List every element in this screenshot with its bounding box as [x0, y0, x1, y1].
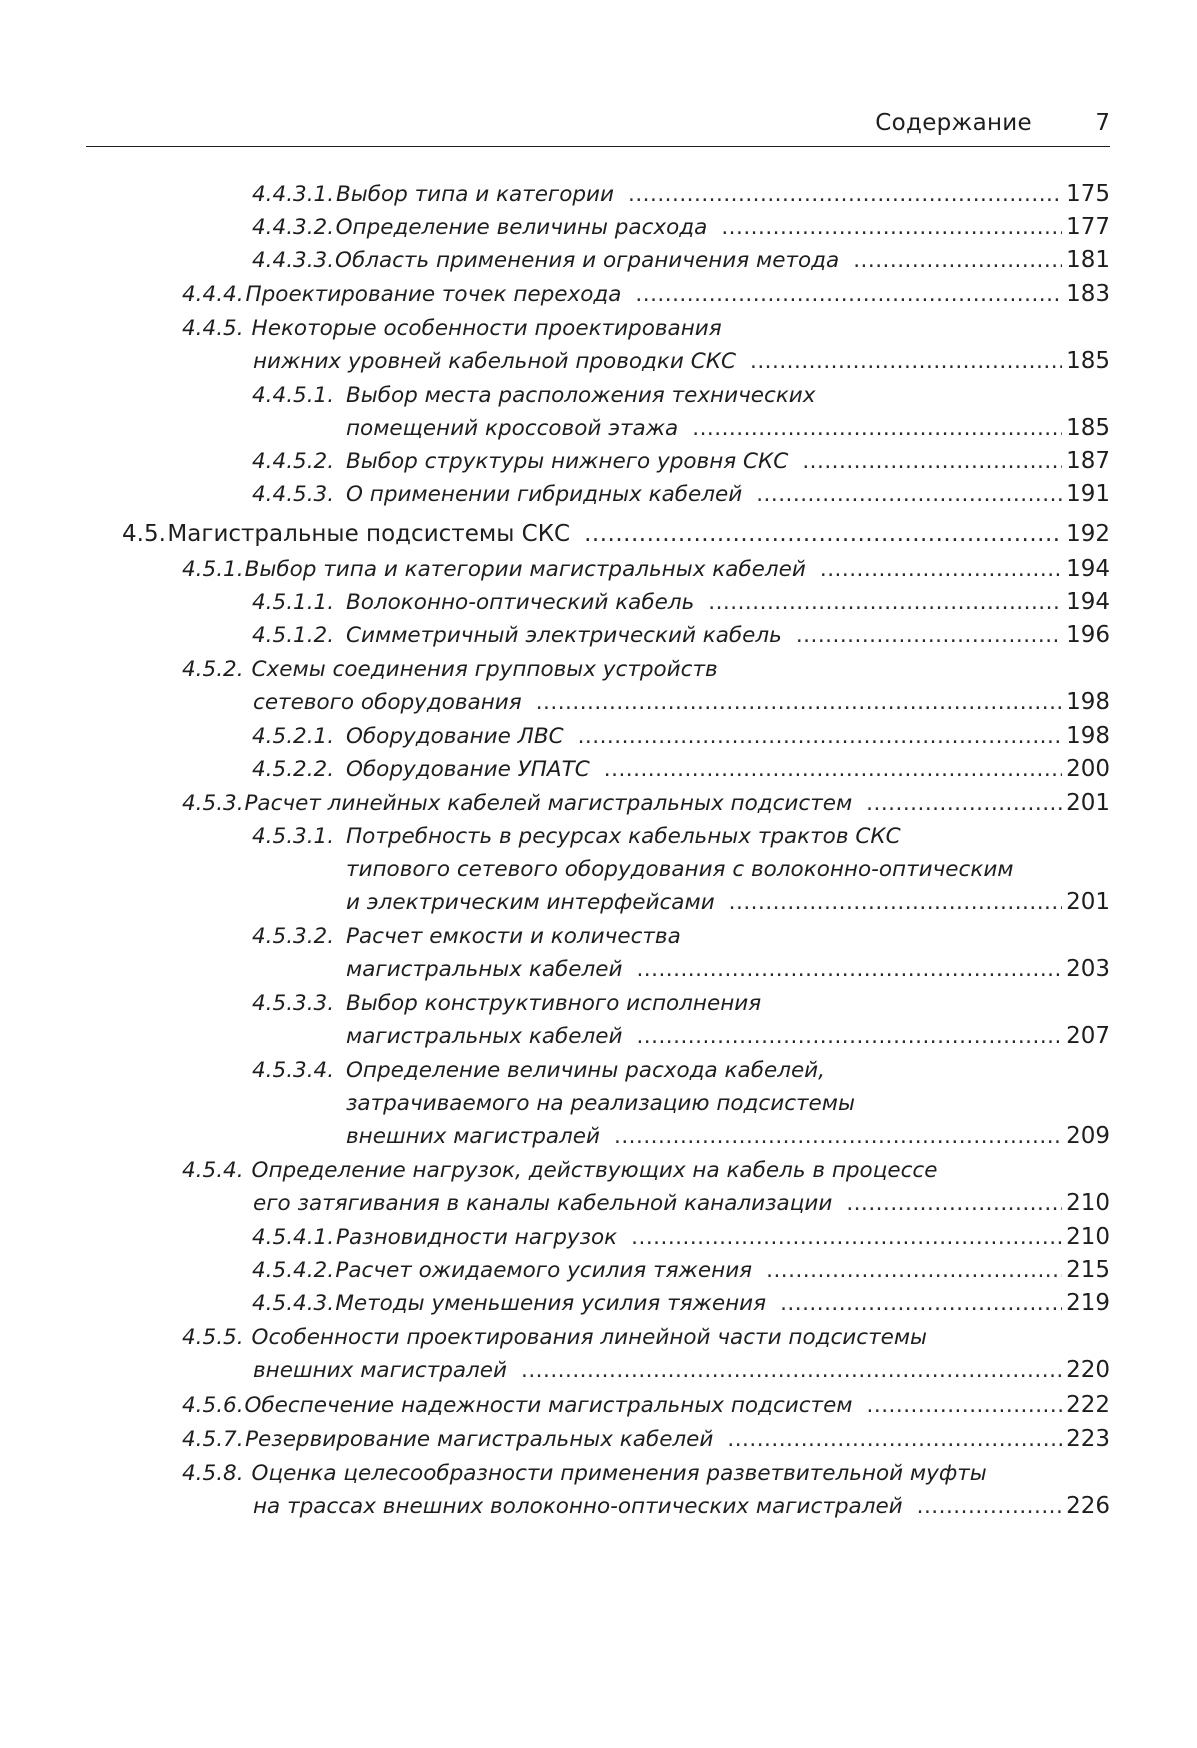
toc-entry[interactable]	[252, 211, 1110, 244]
toc-entry-page: 185	[1066, 415, 1110, 441]
dot-leader	[636, 1020, 1062, 1053]
toc-entry-page: 210	[1066, 1190, 1110, 1216]
toc-entry-page: 185	[1066, 348, 1110, 374]
dot-leader	[750, 345, 1062, 378]
toc-entry[interactable]	[252, 244, 1110, 277]
page-number: 7	[1095, 110, 1110, 136]
toc-entry-page: 196	[1066, 622, 1110, 648]
toc-entry-title: Схемы соединения групповых устройств	[251, 657, 718, 682]
toc-entry[interactable]	[252, 720, 1110, 753]
toc-entry-number: 4.5.5.	[182, 1325, 244, 1350]
dot-leader	[802, 445, 1062, 478]
toc-entry[interactable]	[182, 1321, 1110, 1387]
toc-entry[interactable]	[252, 920, 1110, 986]
toc-entry-number: 4.5.2.2.	[252, 757, 335, 782]
dot-leader	[584, 518, 1062, 551]
toc-entry[interactable]	[122, 518, 1110, 551]
toc-entry-title-continued: сетевого оборудования	[253, 690, 522, 715]
toc-entry-title-continued: магистральных кабелей	[346, 1024, 623, 1049]
toc-entry[interactable]	[252, 445, 1110, 478]
toc-entry[interactable]	[252, 586, 1110, 619]
dot-leader	[846, 1187, 1062, 1220]
toc-entry-number: 4.5.3.3.	[252, 991, 335, 1016]
toc-entry-number: 4.5.2.	[182, 657, 244, 682]
toc-entry-title: Определение нагрузок, действующих на кабель в процессе	[251, 1158, 938, 1183]
dot-leader	[820, 553, 1062, 586]
toc-entry-title: Оценка целесообразности применения разветвительной муфты	[251, 1461, 987, 1486]
toc-entry-page: 201	[1066, 790, 1110, 816]
toc-entry-title: Оборудование УПАТС	[346, 757, 590, 782]
toc-entry[interactable]	[252, 178, 1110, 211]
toc-entry-page: 187	[1066, 448, 1110, 474]
toc-entry-number: 4.4.4.	[182, 282, 244, 307]
toc-entry-page: 226	[1066, 1493, 1110, 1519]
toc-entry[interactable]	[182, 312, 1110, 378]
toc-entry-number: 4.5.8.	[182, 1461, 244, 1486]
toc-entry[interactable]	[252, 987, 1110, 1053]
toc-entry-number: 4.4.3.2.	[252, 215, 335, 240]
toc-entry-title: Магистральные подсистемы СКС	[167, 521, 571, 547]
toc-entry[interactable]	[182, 1389, 1110, 1422]
toc-entry-title: Расчет ожидаемого усилия тяжения	[335, 1258, 753, 1283]
toc-entry-title: Особенности проектирования линейной части подсистемы	[251, 1325, 928, 1350]
dot-leader	[604, 753, 1062, 786]
header-title: Содержание	[875, 110, 1032, 136]
toc-entry-page: 223	[1066, 1426, 1110, 1452]
toc-entry-title: Определение величины расхода кабелей,	[346, 1058, 825, 1083]
toc-entry-number: 4.4.5.	[182, 316, 244, 341]
toc-entry-title: Симметричный электрический кабель	[346, 623, 782, 648]
toc-entry-title: Проектирование точек перехода	[245, 282, 622, 307]
toc-entry[interactable]	[182, 278, 1110, 311]
dot-leader	[756, 478, 1062, 511]
dot-leader	[727, 1423, 1062, 1456]
toc-entry-page: 209	[1066, 1123, 1110, 1149]
dot-leader	[521, 1354, 1062, 1387]
dot-leader	[636, 953, 1062, 986]
toc-entry-page: 194	[1066, 589, 1110, 615]
toc-entry-title: Потребность в ресурсах кабельных трактов СКС	[346, 824, 901, 849]
toc-entry[interactable]	[252, 1287, 1110, 1320]
toc-entry[interactable]	[252, 1221, 1110, 1254]
toc-entry-page: 219	[1066, 1290, 1110, 1316]
toc-entry-number: 4.5.4.1.	[252, 1225, 335, 1250]
toc-entry-number: 4.4.5.3.	[252, 482, 335, 507]
toc-entry[interactable]	[252, 619, 1110, 652]
toc-entry-title-continued: его затягивания в каналы кабельной канализации	[253, 1191, 833, 1216]
toc-entry-number: 4.5.	[122, 521, 166, 547]
toc-entry[interactable]	[252, 1054, 1110, 1153]
toc-entry-number: 4.5.6.	[182, 1393, 244, 1418]
running-header	[86, 110, 1110, 147]
toc-entry-title: Волоконно-оптический кабель	[346, 590, 695, 615]
toc-entry-number: 4.5.1.	[182, 557, 244, 582]
dot-leader	[766, 1254, 1062, 1287]
dot-leader	[578, 720, 1062, 753]
toc-entry-page: 191	[1066, 481, 1110, 507]
toc-entry-title: Обеспечение надежности магистральных подсистем	[244, 1393, 853, 1418]
dot-leader	[614, 1120, 1062, 1153]
toc-entry-title: Разновидности нагрузок	[336, 1225, 618, 1250]
toc-entry[interactable]	[252, 820, 1110, 919]
dot-leader	[866, 787, 1062, 820]
toc-entry-page: 181	[1066, 247, 1110, 273]
dot-leader	[867, 1389, 1062, 1422]
toc-entry-title: Определение величины расхода	[335, 215, 708, 240]
toc-entry-title-continued: на трассах внешних волоконно-оптических магистралей	[253, 1494, 903, 1519]
toc-entry-page: 177	[1066, 214, 1110, 240]
toc-entry-title: Область применения и ограничения метода	[335, 248, 840, 273]
toc-entry[interactable]	[252, 478, 1110, 511]
toc-entry-number: 4.5.4.2.	[252, 1258, 335, 1283]
dot-leader	[780, 1287, 1062, 1320]
toc-entry-title: Выбор структуры нижнего уровня СКС	[346, 449, 789, 474]
toc-entry-number: 4.5.4.3.	[252, 1291, 335, 1316]
dot-leader	[917, 1490, 1062, 1523]
toc-entry-page: 175	[1066, 181, 1110, 207]
toc-entry-page: 194	[1066, 556, 1110, 582]
toc-entry[interactable]	[182, 1154, 1110, 1220]
dot-leader	[721, 211, 1062, 244]
toc-entry-title: Некоторые особенности проектирования	[251, 316, 722, 341]
toc-entry-title: Методы уменьшения усилия тяжения	[335, 1291, 767, 1316]
toc-entry[interactable]	[252, 1254, 1110, 1287]
toc-entry-number: 4.5.3.2.	[252, 924, 335, 949]
toc-entry-number: 4.5.1.2.	[252, 623, 335, 648]
dot-leader	[536, 686, 1062, 719]
toc-entry-number: 4.4.3.3.	[252, 248, 335, 273]
toc-entry[interactable]	[182, 1457, 1110, 1523]
toc-entry[interactable]	[252, 379, 1110, 445]
toc-entry-title: О применении гибридных кабелей	[346, 482, 743, 507]
toc-entry-page: 207	[1066, 1023, 1110, 1049]
toc-entry-title-continued: и электрическим интерфейсами	[346, 890, 715, 915]
toc-entry-title-continued: внешних магистралей	[346, 1124, 600, 1149]
toc-entry-page: 198	[1066, 689, 1110, 715]
toc-entry-page: 210	[1066, 1224, 1110, 1250]
toc-entry-title: Выбор типа и категории	[336, 182, 614, 207]
toc-entry-number: 4.5.3.1.	[252, 824, 335, 849]
toc-entry-number: 4.5.1.1.	[252, 590, 335, 615]
dot-leader	[631, 1221, 1062, 1254]
toc-entry-page: 215	[1066, 1257, 1110, 1283]
toc-entry-title: Выбор места расположения технических	[346, 383, 816, 408]
toc-entry[interactable]	[182, 1423, 1110, 1456]
toc-entry-title: Расчет емкости и количества	[346, 924, 681, 949]
toc-entry-number: 4.5.4.	[182, 1158, 244, 1183]
toc-entry-title: Оборудование ЛВС	[346, 724, 564, 749]
toc-entry-page: 198	[1066, 723, 1110, 749]
dot-leader	[708, 586, 1062, 619]
toc-entry-page: 220	[1066, 1357, 1110, 1383]
toc-entry[interactable]	[182, 553, 1110, 586]
dot-leader	[635, 278, 1062, 311]
toc-entry-page: 222	[1066, 1392, 1110, 1418]
toc-entry-page: 203	[1066, 956, 1110, 982]
toc-entry-number: 4.4.3.1.	[252, 182, 335, 207]
toc-entry-title: Выбор конструктивного исполнения	[346, 991, 762, 1016]
dot-leader	[729, 886, 1062, 919]
toc-entry-page: 200	[1066, 756, 1110, 782]
toc-entry-number: 4.4.5.2.	[252, 449, 335, 474]
dot-leader	[692, 412, 1062, 445]
toc-entry-title: Выбор типа и категории магистральных кабелей	[244, 557, 806, 582]
toc-entry[interactable]	[252, 753, 1110, 786]
toc-entry-number: 4.5.2.1.	[252, 724, 335, 749]
dot-leader	[628, 178, 1062, 211]
toc-entry-title-continued: внешних магистралей	[253, 1358, 507, 1383]
toc-entry-number: 4.5.7.	[182, 1427, 244, 1452]
dot-leader	[796, 619, 1062, 652]
toc-entry[interactable]	[182, 653, 1110, 719]
toc-entry-number: 4.5.3.	[182, 791, 244, 816]
toc-entry-title-continued: помещений кроссовой этажа	[346, 416, 679, 441]
toc-entry-title-continued: затрачиваемого на реализацию подсистемы	[346, 1091, 855, 1116]
dot-leader	[853, 244, 1062, 277]
toc-entry[interactable]	[182, 787, 1110, 820]
toc-entry-page: 183	[1066, 281, 1110, 307]
toc-entry-title: Расчет линейных кабелей магистральных подсистем	[244, 791, 853, 816]
toc-entry-title-continued: типового сетевого оборудования с волоконно-оптическим	[346, 857, 1014, 882]
toc-entry-title: Резервирование магистральных кабелей	[245, 1427, 714, 1452]
toc-entry-number: 4.5.3.4.	[252, 1058, 335, 1083]
toc-entry-title-continued: магистральных кабелей	[346, 957, 623, 982]
toc-entry-page: 192	[1066, 521, 1110, 547]
toc-entry-title-continued: нижних уровней кабельной проводки СКС	[253, 349, 736, 374]
toc-entry-number: 4.4.5.1.	[252, 383, 335, 408]
toc-entry-page: 201	[1066, 889, 1110, 915]
